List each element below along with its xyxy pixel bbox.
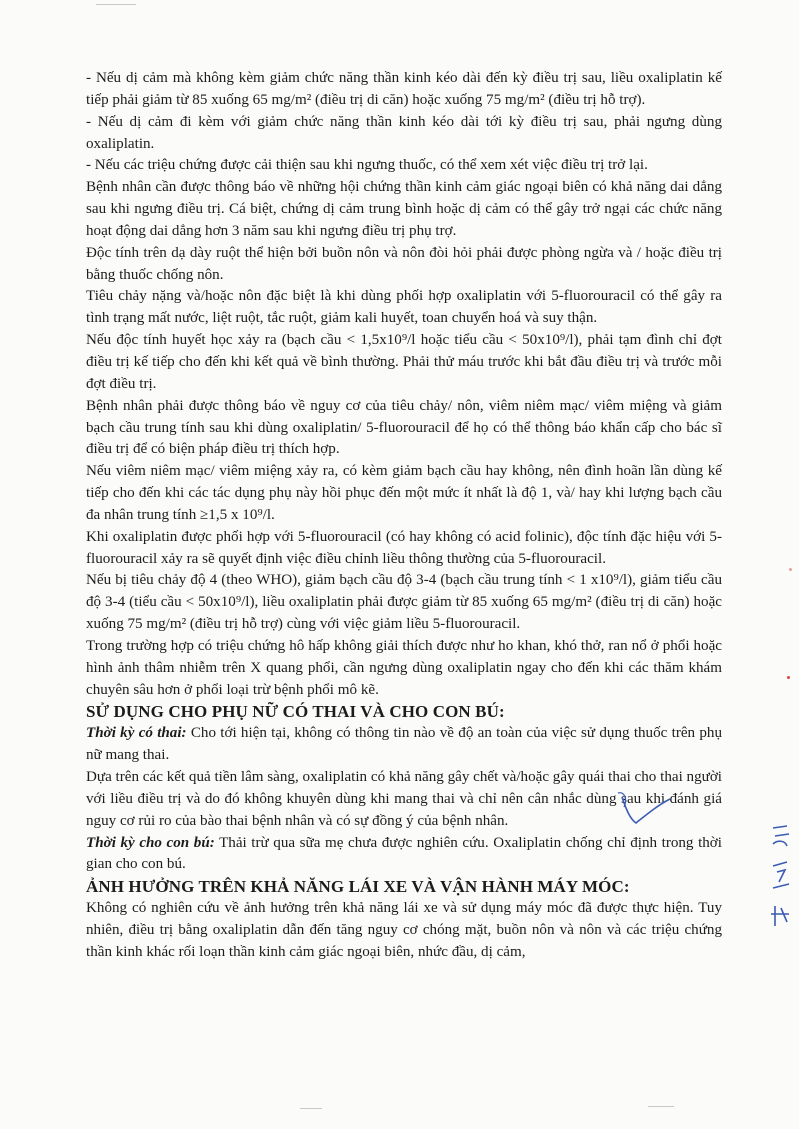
section-heading-pregnancy: SỬ DỤNG CHO PHỤ NỮ CÓ THAI VÀ CHO CON BÚ: xyxy=(86,702,505,722)
paragraph: Dựa trên các kết quả tiền lâm sàng, oxaliplatin có khả năng gây chết và/hoặc gây quái thai cho thai người với liều điều trị và do đó không khuyên dùng khi mang thai và chỉ nên cân nhắc dùng sau khi đánh giá nguy cơ rủi ro của bào thai bệnh nhân và có sự đồng ý của bệnh nhân. xyxy=(86,769,722,829)
stamp-speck-icon xyxy=(789,568,792,571)
section-heading-driving: ẢNH HƯỞNG TRÊN KHẢ NĂNG LÁI XE VÀ VẬN HÀNH MÁY MÓC: xyxy=(86,877,630,897)
paragraph: Bệnh nhân phải được thông báo về nguy cơ của tiêu chảy/ nôn, viêm niêm mạc/ viêm miệng và giảm bạch cầu trung tính sau khi dùng oxaliplatin/ 5-fluorouracil để họ có thể thông báo khẩn cấp cho bác sĩ điều trị để có biện pháp điều trị thích hợp. xyxy=(86,397,722,458)
paragraph: Khi oxaliplatin được phối hợp với 5-fluorouracil (có hay không có acid folinic), độc tính đặc hiệu với 5-fluorouracil xảy ra sẽ quyết định việc điều chỉnh liều thông thường của 5-fluorouracil. xyxy=(86,528,722,567)
lactation-text: Thải trừ qua sữa mẹ chưa được nghiên cứu. Oxaliplatin chống chỉ định trong thời gian cho con bú. xyxy=(86,834,722,873)
paragraph: Nếu độc tính huyết học xảy ra (bạch cầu < 1,5x10⁹/l hoặc tiểu cầu < 50x10⁹/l), phải tạm đình chỉ đợt điều trị kế tiếp cho đến khi kết quả về bình thường. Phải thử máu trước khi bắt đầu điều trị và trước mỗi đợt điều trị. xyxy=(86,332,722,392)
paragraph: Không có nghiên cứu về ảnh hưởng trên khả năng lái xe và sử dụng máy móc đã được thực hiện. Tuy nhiên, điều trị bằng oxaliplatin dẫn đến tăng nguy cơ chóng mặt, buồn nôn và nôn và các triệu chứng thần kinh khác rối loạn thần kinh cảm giác ngoại biên, nhức đầu, dị cảm, xyxy=(86,900,722,960)
document-body xyxy=(86,68,722,964)
pregnancy-label: Thời kỳ có thai: xyxy=(86,725,187,742)
lactation-paragraph xyxy=(86,833,722,877)
lactation-label: Thời kỳ cho con bú: xyxy=(86,834,215,851)
paragraph: Nếu viêm niêm mạc/ viêm miệng xảy ra, có kèm giảm bạch cầu hay không, nên đình hoãn lần dùng kế tiếp cho đến khi các tác dụng phụ này hồi phục đến một mức ít nhất là độ 1, và/ hay khi lượng bạch cầu đa nhân trung tính ≥1,5 x 10⁹/l. xyxy=(86,463,722,523)
pen-check-icon xyxy=(616,789,672,827)
margin-annotation-icon xyxy=(767,822,793,932)
paragraph: - Nếu dị cảm mà không kèm giảm chức năng thần kinh kéo dài đến kỳ điều trị sau, liều oxaliplatin kế tiếp phải giảm từ 85 xuống 65 mg/m² (điều trị di căn) hoặc xuống 75 mg/m² (điều trị hỗ trợ). xyxy=(86,70,722,108)
scan-artifact xyxy=(300,1108,322,1109)
paragraph: - Nếu các triệu chứng được cải thiện sau khi ngưng thuốc, có thể xem xét việc điều trị trở lại. xyxy=(86,157,648,174)
paragraph: Tiêu chảy nặng và/hoặc nôn đặc biệt là khi dùng phối hợp oxaliplatin với 5-fluorouracil có thể gây ra tình trạng mất nước, liệt ruột, tắc ruột, giảm kali huyết, toan chuyển hoá và suy thận. xyxy=(86,288,722,327)
scan-artifact xyxy=(96,4,136,5)
paragraph: Nếu bị tiêu chảy độ 4 (theo WHO), giảm bạch cầu độ 3-4 (bạch cầu trung tính < 1 x10⁹/l), giảm tiểu cầu độ 3-4 (tiểu cầu < 50x10⁹/l), liều oxaliplatin phải được giảm từ 85 xuống 65 mg/m² (điều trị di căn) hoặc xuống 75 mg/m² (điều trị hỗ trợ) cùng với việc giảm liều 5-fluorouracil. xyxy=(86,572,722,633)
paragraph: Trong trường hợp có triệu chứng hô hấp không giải thích được như ho khan, khó thở, ran nổ ở phổi hoặc hình ảnh thâm nhiễm trên X quang phổi, cần ngưng dùng oxaliplatin ngay cho đến khi các thăm khám chuyên sâu hơn ở phổi loại trừ bệnh phổi mô kẽ. xyxy=(86,637,722,698)
paragraph: Độc tính trên dạ dày ruột thể hiện bởi buồn nôn và nôn đòi hỏi phải được phòng ngừa và / hoặc điều trị bằng thuốc chống nôn. xyxy=(86,244,722,283)
stamp-speck-icon xyxy=(787,676,790,679)
pregnancy-paragraph xyxy=(86,723,722,767)
scan-artifact xyxy=(648,1106,674,1107)
paragraph: - Nếu dị cảm đi kèm với giảm chức năng thần kinh kéo dài tới kỳ điều trị sau, phải ngưng dùng oxaliplatin. xyxy=(86,113,722,152)
paragraph: Bệnh nhân cần được thông báo về những hội chứng thần kinh cảm giác ngoại biên có khả năng dai dẳng sau khi ngưng điều trị. Cá biệt, chứng dị cảm trung bình hoặc dị cảm có thể gây trở ngại các chức năng hoạt động dai dẳng hơn 3 năm sau khi ngưng điều trị phụ trợ. xyxy=(86,179,722,239)
pregnancy-text: Cho tới hiện tại, không có thông tin nào về độ an toàn của việc sử dụng thuốc trên phụ nữ mang thai. xyxy=(86,725,722,764)
